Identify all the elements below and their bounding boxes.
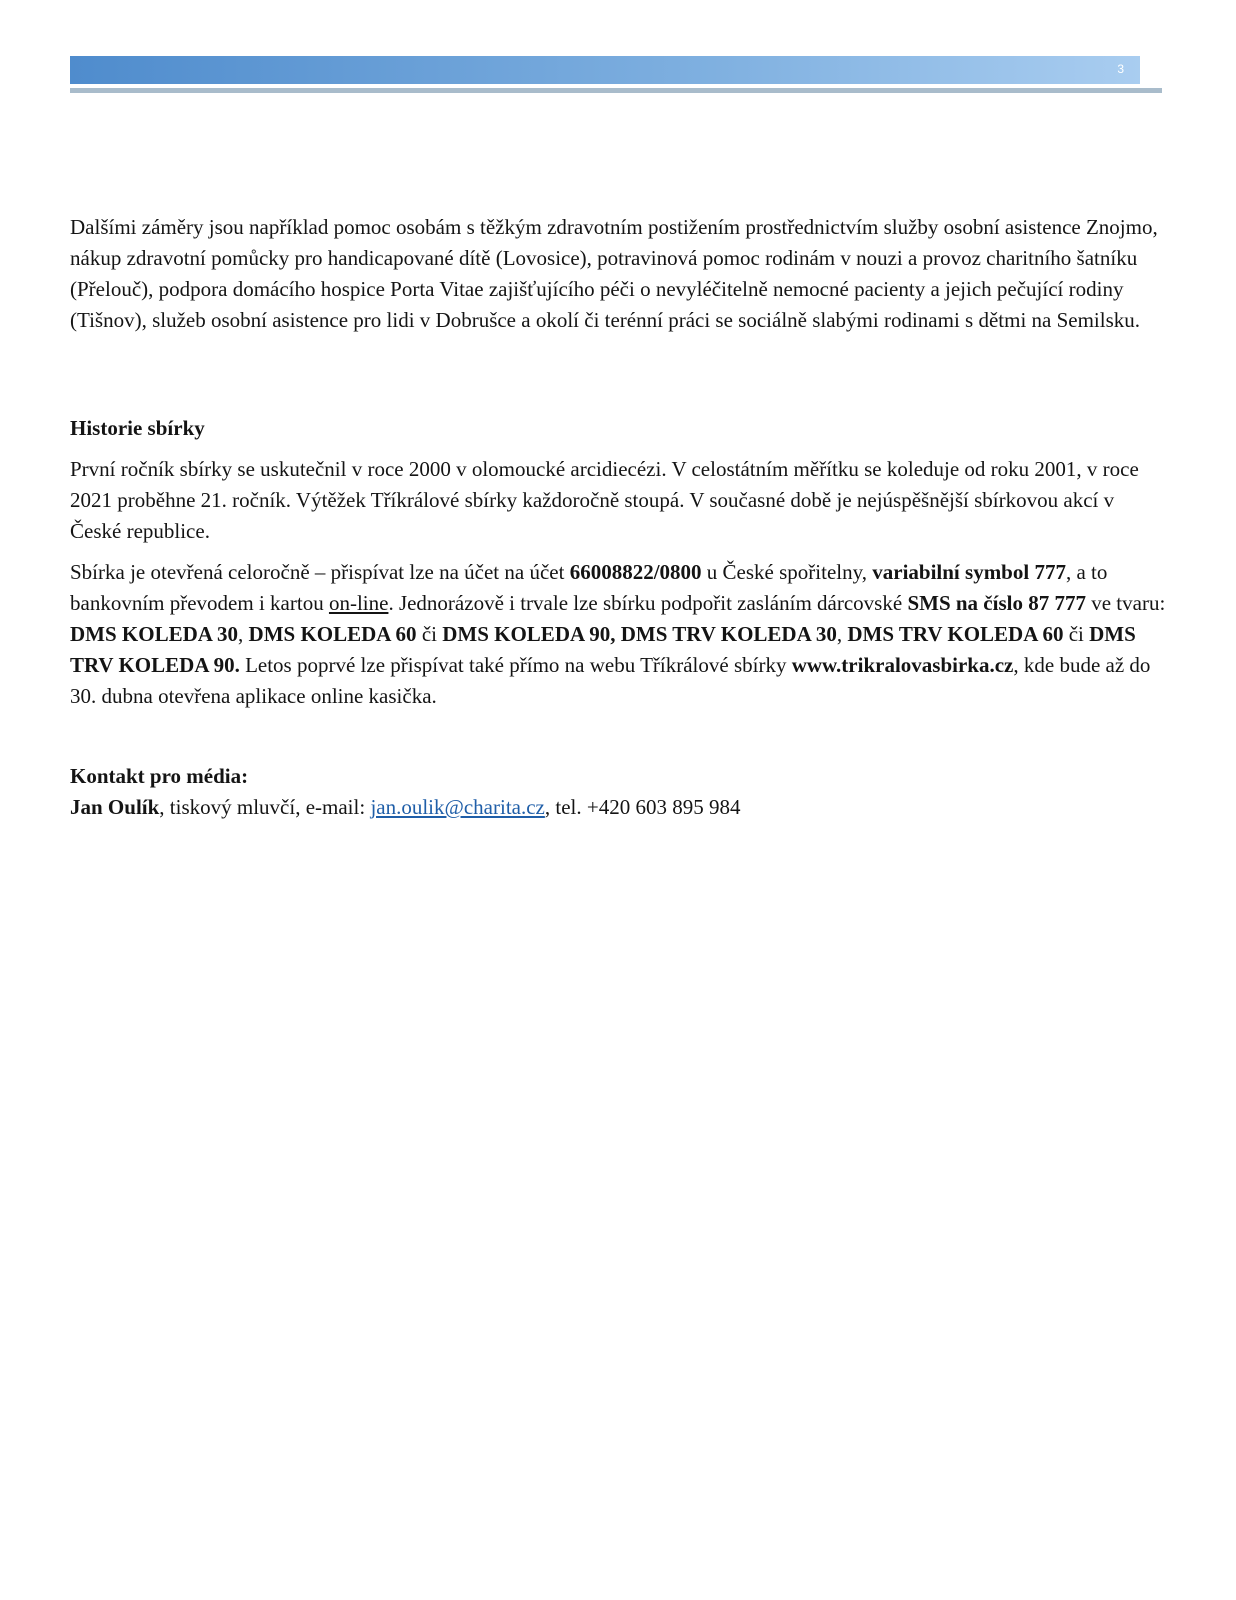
donation-text: , (836, 622, 848, 646)
page-number: 3 (1117, 62, 1124, 76)
donation-text: ve tvaru: (1085, 591, 1166, 615)
dms-code: DMS TRV KOLEDA 90. (70, 622, 1136, 677)
donation-text: , kde bude až do 30. dubna otevřena aplikace online kasička. (70, 653, 1151, 708)
contact-heading: Kontakt pro média: (70, 764, 249, 788)
variable-symbol: variabilní symbol 777 (872, 560, 1066, 584)
donation-text: u České spořitelny, (701, 560, 873, 584)
donation-text: , (238, 622, 249, 646)
header-bar (70, 56, 1140, 84)
header-rule (70, 88, 1162, 93)
contact-phone: , tel. +420 603 895 984 (544, 795, 741, 819)
bank-account: 66008822/0800 (569, 560, 702, 584)
donation-text: či (1063, 622, 1090, 646)
online-text: on-line (328, 591, 389, 615)
donation-text: či (416, 622, 443, 646)
document-body (70, 212, 1170, 823)
dms-code: DMS KOLEDA 60 (248, 622, 417, 646)
contact-role: , tiskový mluvčí, e-mail: (159, 795, 371, 819)
intentions-paragraph: Dalšími záměry jsou například pomoc osobám s těžkým zdravotním postižením prostřednictvím služby osobní asistence Znojmo, nákup zdravotní pomůcky pro handicapované dítě (Lovosice), potravinová pomoc rodinám v nouzi a provoz charitního šatníku (Přelouč), podpora domácího hospice Porta Vitae zajišťujícího péči o nevyléčitelně nemocné pacienty a jejich pečující rodiny (Tišnov), služeb osobní asistence pro lidi v Dobrušce a okolí či terénní práci se sociálně slabými rodinami s dětmi na Semilsku. (70, 215, 1158, 332)
donation-text: . Jednorázově i trvale lze sbírku podpořit zasláním dárcovské (388, 591, 908, 615)
contact-line (70, 792, 1170, 823)
sms-number: SMS na číslo 87 777 (907, 591, 1086, 615)
dms-code: DMS KOLEDA 90, DMS TRV KOLEDA 30 (442, 622, 837, 646)
email-link[interactable]: jan.oulik@charita.cz (370, 795, 545, 819)
website: www.trikralovasbirka.cz (791, 653, 1014, 677)
donation-text: , a to bankovním převodem i kartou (70, 560, 1108, 615)
donation-text: Sbírka je otevřená celoročně – přispívat lze na účet na účet (70, 560, 570, 584)
dms-code: DMS TRV KOLEDA 60 (847, 622, 1064, 646)
donation-text: Letos poprvé lze přispívat také přímo na webu Tříkrálové sbírky (239, 653, 792, 677)
history-paragraph: První ročník sbírky se uskutečnil v roce 2000 v olomoucké arcidiecézi. V celostátním měřítku se koleduje od roku 2001, v roce 2021 proběhne 21. ročník. Výtěžek Tříkrálové sbírky každoročně stoupá. V současné době je nejúspěšnější sbírkovou akcí v České republice. (70, 457, 1139, 543)
donation-paragraph (70, 557, 1170, 712)
contact-name: Jan Oulík (70, 795, 160, 819)
dms-code: DMS KOLEDA 30 (70, 622, 239, 646)
history-heading: Historie sbírky (70, 416, 205, 440)
